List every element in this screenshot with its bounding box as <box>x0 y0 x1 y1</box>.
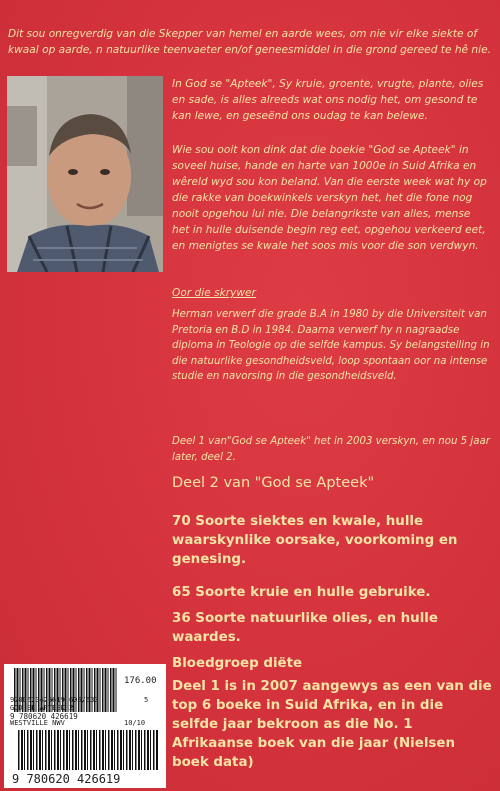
sticker-line-2: GOD SE APTEEK 2 <box>10 704 74 712</box>
paragraph-author-bio: Herman verwerf die grade B.A in 1980 by die Universiteit van Pretoria en B.D in 1984. Daarna verwerf hy n nagraadse diploma in Teologie op die selfde kampus. Sy belangstelling in die natuurlike gesondheidsveld, loop spontaan oor na intense studie en navorsing in die gesondheidsveld. <box>172 309 490 383</box>
sticker-line-3: WESTVILLE NWV <box>10 719 65 727</box>
about-author-heading: Oor die skrywer <box>172 287 256 299</box>
feature-award: Deel 1 is in 2007 aangewys as een van die top 6 boeke in Suid Afrika, en in die selfde jaar bekroon as die No. 1 Afrikaanse boek van die jaar (Nielsen boek data) <box>172 679 492 770</box>
paragraph-success: Wie sou ooit kon dink dat die boekie "God se Apteek" in soveel huise, hande en harte van 1000e in Suid Afrika en wêreld wyd sou kon beland. Van die eerste week wat hy op die rakke van boekwinkels verskyn het, het die fone nog nooit opgehou lui nie. Die belangrikste van alles, mense het in hulle duisende begin reg eet, opgehou verkeerd eet, en menigtes se kwale het soos mis voor die son verdwyn. <box>172 144 487 252</box>
sticker-price: 176.00 <box>124 676 157 686</box>
sticker-line-1: 9780620426619 605/530 <box>10 696 99 704</box>
paragraph-volume-history: Deel 1 van"God se Apteek" het in 2003 verskyn, en nou 5 jaar later, deel 2. <box>172 436 490 463</box>
isbn-barcode <box>18 730 158 770</box>
book-title: Deel 2 van "God se Apteek" <box>172 475 375 491</box>
sticker-line-1b: 5 <box>144 696 149 704</box>
feature-oils: 36 Soorte natuurlike olies, en hulle waardes. <box>172 611 438 645</box>
author-portrait-image <box>7 76 163 272</box>
sticker-line-3b: 10/10 <box>124 719 146 727</box>
intro-text: Dit sou onregverdig van die Skepper van hemel en aarde wees, om nie vir elke siekte of kwaal op aarde, n natuurlike teenvaeter en/of geneesmiddel in die grond gereed te hê nie. <box>8 28 491 56</box>
author-photo <box>7 76 163 272</box>
feature-blood-diets: Bloedgroep diëte <box>172 656 303 671</box>
feature-diseases: 70 Soorte siektes en kwale, hulle waarskynlike oorsake, voorkoming en genesing. <box>172 514 458 567</box>
sticker-barcode-digits: 9 780620 426619 <box>10 712 78 721</box>
isbn-digits: 9 780620 426619 <box>12 772 121 786</box>
paragraph-apteek: In God se "Apteek", Sy kruie, groente, vrugte, plante, olies en sade, is alles alreeds wat ons nodig het, om gesond te kan lewe, en geseënd ons oudag te kan belewe. <box>172 78 484 122</box>
price-sticker <box>4 664 166 788</box>
feature-herbs: 65 Soorte kruie en hulle gebruike. <box>172 585 431 600</box>
